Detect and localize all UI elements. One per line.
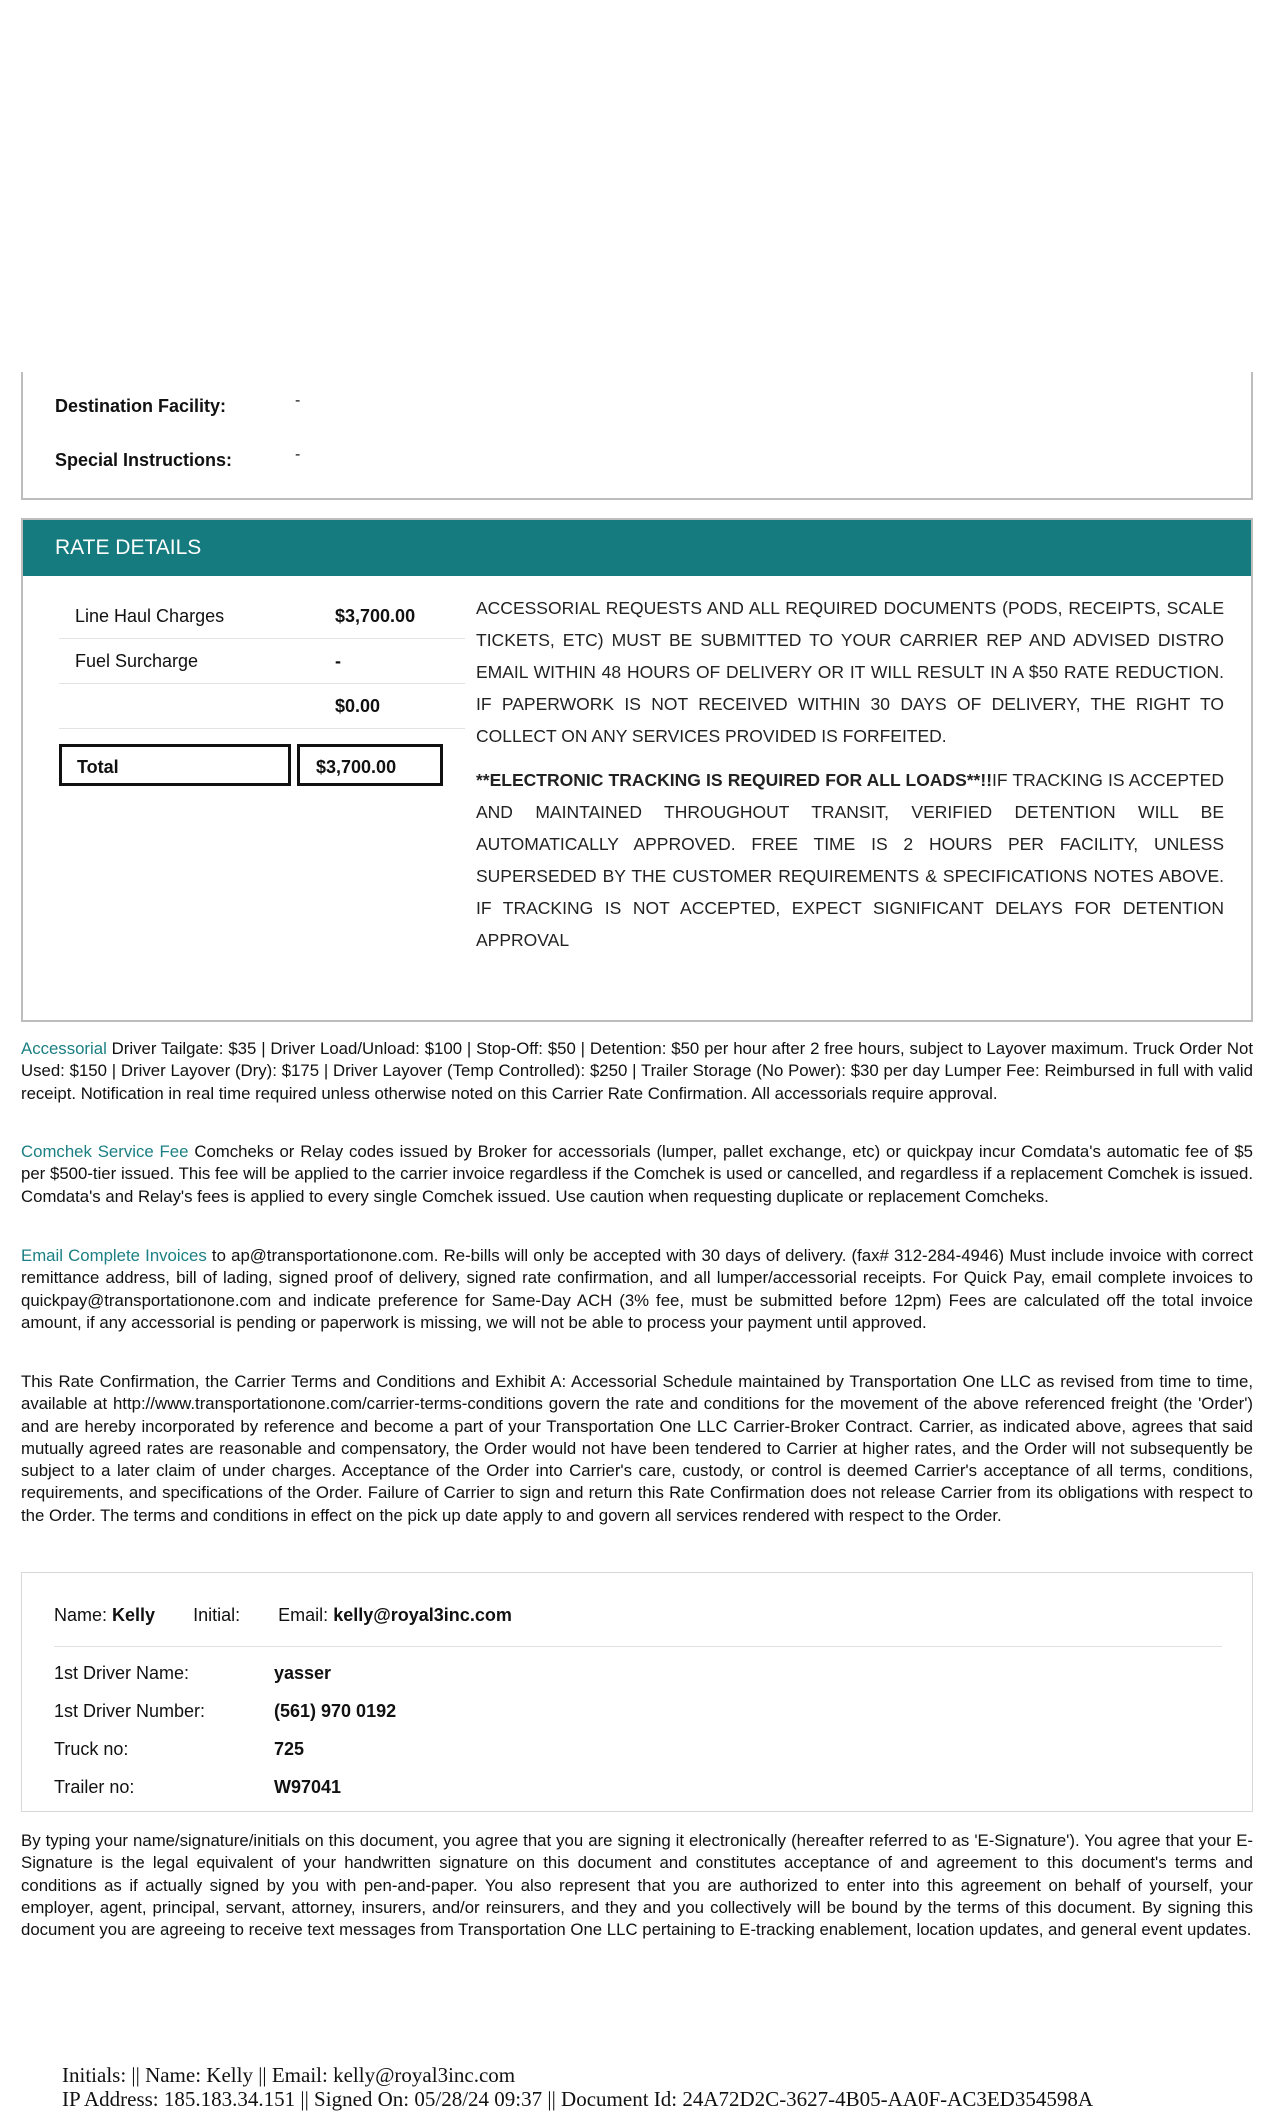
signer-divider: [54, 1646, 1222, 1647]
email-label: Email:: [278, 1605, 329, 1625]
driver-number-label: 1st Driver Number:: [54, 1701, 206, 1721]
accessorial-title: Accessorial: [21, 1039, 107, 1058]
total-value: $3,700.00: [297, 744, 443, 786]
rate-notes: [476, 592, 1224, 968]
destination-facility-value: -: [295, 392, 301, 409]
driver-name-value: yasser: [274, 1663, 332, 1683]
destination-facility-label: Destination Facility:: [55, 396, 227, 416]
rate-row-value: -: [335, 651, 341, 671]
rate-row-value: $3,700.00: [335, 606, 416, 626]
facility-section: [21, 372, 1253, 500]
rate-row-fuel-surcharge: [59, 639, 465, 684]
rate-row-label: Line Haul Charges: [75, 606, 225, 626]
footer-line-2: IP Address: 185.183.34.151 || Signed On: 05/28/24 09:37 || Document Id: 24A72D2C-3627-4B05-AA0F-AC3ED354598A: [62, 2087, 1094, 2111]
email-invoices-title: Email Complete Invoices: [21, 1246, 207, 1265]
signer-summary: [54, 1605, 512, 1626]
rate-row-label: Fuel Surcharge: [75, 651, 199, 671]
email-value: kelly@royal3inc.com: [333, 1605, 512, 1625]
driver-number-value: (561) 970 0192: [274, 1701, 397, 1721]
esignature-disclaimer: By typing your name/signature/initials on this document, you agree that you are signing it electronically (hereafter referred to as 'E-Signature'). You agree that your E-Signature is the legal equivalent of your handwritten signature on this document and constitutes acceptance of and agreement to this document's terms and conditions as if actually signed by you with pen-and-paper. You also represent that you are authorized to enter into this agreement on behalf of yourself, your employer, agent, principal, servant, attorney, insurers, and/or reinsurers, and they and you collectively will be bound by the terms of this document. By signing this document you are agreeing to receive text messages from Transportation One LLC pertaining to E-tracking enablement, location updates, and general event updates.: [21, 1831, 1253, 1940]
paperwork-note: ACCESSORIAL REQUESTS AND ALL REQUIRED DOCUMENTS (PODS, RECEIPTS, SCALE TICKETS, ETC) MUST BE SUBMITTED TO YOUR CARRIER REP AND ADVISED DISTRO EMAIL WITHIN 48 HOURS OF DELIVERY OR IT WILL RESULT IN A $50 RATE REDUCTION. IF PAPERWORK IS NOT RECEIVED WITHIN 30 DAYS OF DELIVERY, THE RIGHT TO COLLECT ON ANY SERVICES PROVIDED IS FORFEITED.: [476, 598, 1224, 746]
email-invoices-paragraph: [21, 1245, 1253, 1334]
rate-row-other: [59, 684, 465, 729]
truck-no-value: 725: [274, 1739, 305, 1759]
rate-row-line-haul: [59, 594, 465, 639]
accessorial-paragraph: [21, 1038, 1253, 1105]
footer-line-1: Initials: || Name: Kelly || Email: kelly@royal3inc.com: [62, 2063, 516, 2087]
comchek-paragraph: [21, 1141, 1253, 1208]
initial-label: Initial:: [193, 1605, 241, 1625]
rate-row-value: $0.00: [335, 696, 381, 716]
signature-footer: [62, 2063, 1093, 2111]
rate-details-section: [21, 518, 1253, 1022]
special-instructions-value: -: [295, 446, 301, 463]
tracking-note: [476, 764, 1224, 956]
trailer-no-value: W97041: [274, 1777, 342, 1797]
name-label: Name:: [54, 1605, 108, 1625]
signer-section: [21, 1572, 1253, 1812]
email-invoices-text: to ap@transportationone.com. Re-bills will only be accepted with 30 days of delivery. (fax# 312-284-4946) Must include invoice with correct remittance address, bill of lading, signed proof of delivery, signed rate confirmation, and all lumper/accessorial receipts. For Quick Pay, email complete invoices to quickpay@transportationone.com and indicate preference for Same-Day ACH (3% fee, must be submitted before 12pm) Fees are calculated off the total invoice amount, if any accessorial is pending or paperwork is missing, we will not be able to process your payment until approved.: [21, 1246, 1254, 1332]
rate-details-header: RATE DETAILS: [23, 520, 1251, 576]
comchek-title: Comchek Service Fee: [21, 1142, 189, 1161]
special-instructions-label: Special Instructions:: [55, 450, 233, 470]
comchek-text: Comcheks or Relay codes issued by Broker for accessorials (lumper, pallet exchange, etc) or quickpay incur Comdata's automatic fee of $5 per $500-tier issued. This fee will be applied to the carrier invoice regardless if the Comchek is used or cancelled, and regardless if a replacement Comchek is issued. Comdata's and Relay's fees is applied to every single Comchek issued. Use caution when requesting duplicate or replacement Comcheks.: [21, 1142, 1253, 1206]
rate-confirmation-text: This Rate Confirmation, the Carrier Terms and Conditions and Exhibit A: Accessorial Schedule maintained by Transportation One LLC as revised from time to time, available at http://www.transportationone.com/carrier-terms-conditions govern the rate and conditions for the movement of the above referenced freight (the 'Order') and are hereby incorporated by reference and become a part of your Transportation One LLC Carrier-Broker Contract. Carrier, as indicated above, agrees that said mutually agreed rates are reasonable and compensatory, the Order would not have been tendered to Carrier at higher rates, and the Order will not subsequently be subject to a later claim of under charges. Acceptance of the Order into Carrier's care, custody, or control is deemed Carrier's acceptance of all terms, conditions, requirements, and specifications of the Order. Failure of Carrier to sign and return this Rate Confirmation does not release Carrier from its obligations with respect to the Order. The terms and conditions in effect on the pick up date apply to and govern all services rendered with respect to the Order.: [21, 1372, 1253, 1525]
total-label: Total: [59, 744, 291, 786]
trailer-no-label: Trailer no:: [54, 1777, 135, 1797]
accessorial-text: Driver Tailgate: $35 | Driver Load/Unload: $100 | Stop-Off: $50 | Detention: $50 per hour after 2 free hours, subject to Layover maximum. Truck Order Not Used: $150 | Driver Layover (Dry): $175 | Driver Layover (Temp Controlled): $250 | Trailer Storage (No Power): $30 per day Lumper Fee: Reimbursed in full with valid receipt. Notification in real time required unless otherwise noted on this Carrier Rate Confirmation. All accessorials require approval.: [21, 1039, 1253, 1103]
truck-no-label: Truck no:: [54, 1739, 129, 1759]
name-value: Kelly: [112, 1605, 156, 1625]
driver-name-label: 1st Driver Name:: [54, 1663, 190, 1683]
rate-confirmation-paragraph: [21, 1371, 1253, 1527]
tracking-note-bold: **ELECTRONIC TRACKING IS REQUIRED FOR ALL LOADS**!!: [476, 770, 993, 790]
tracking-note-text: IF TRACKING IS ACCEPTED AND MAINTAINED THROUGHOUT TRANSIT, VERIFIED DETENTION WILL BE AUTOMATICALLY APPROVED. FREE TIME IS 2 HOURS PER FACILITY, UNLESS SUPERSEDED BY THE CUSTOMER REQUIREMENTS & SPECIFICATIONS NOTES ABOVE. IF TRACKING IS NOT ACCEPTED, EXPECT SIGNIFICANT DELAYS FOR DETENTION APPROVAL: [476, 770, 1224, 950]
